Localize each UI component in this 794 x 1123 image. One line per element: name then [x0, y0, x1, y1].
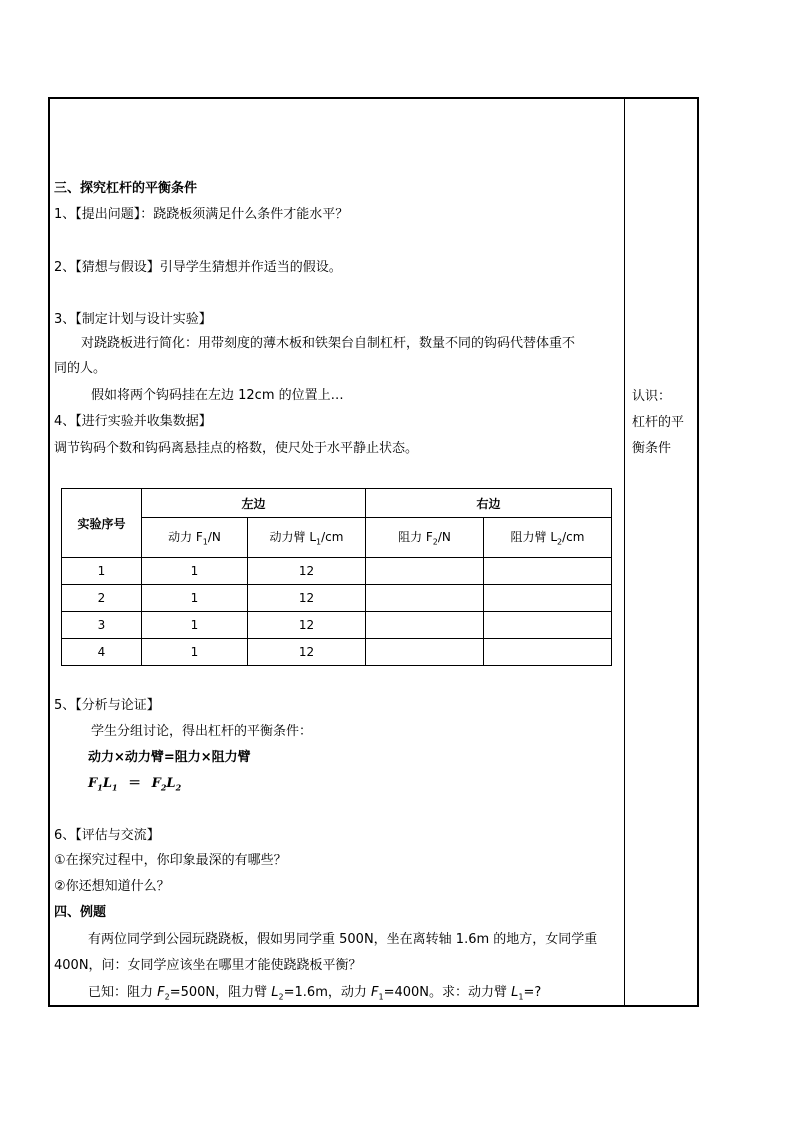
cell-f2: [366, 639, 484, 666]
cell-seq: 2: [62, 585, 142, 612]
step3-line3: 假如将两个钩码挂在左边 12cm 的位置上…: [91, 388, 344, 403]
balance-rule: 动力×动力臂=阻力×阻力臂: [88, 750, 251, 765]
column-divider: [624, 97, 625, 1007]
cell-f2: [366, 585, 484, 612]
side-note-line1: 认识：: [632, 389, 672, 404]
step5-title: 5、【分析与论证】: [54, 698, 160, 713]
cell-seq: 3: [62, 612, 142, 639]
step5-text: 学生分组讨论，得出杠杆的平衡条件：: [91, 724, 313, 739]
cell-l2: [484, 585, 612, 612]
balance-formula: $F_1L_1 = F_2L_2$: [88, 776, 182, 793]
data-table: [61, 488, 612, 666]
cell-f2: [366, 612, 484, 639]
step4-title: 4、【进行实验并收集数据】: [54, 414, 212, 429]
cell-l2: [484, 558, 612, 585]
header-f1: 动力 $F_1/N$: [142, 518, 248, 558]
side-note-line2: 杠杆的平: [632, 415, 685, 430]
table-row: [62, 585, 612, 612]
section4-title: 四、例题: [54, 905, 107, 920]
step1-text: 1、【提出问题】：跷跷板须满足什么条件才能水平？: [54, 207, 349, 222]
cell-f1: 1: [142, 558, 248, 585]
header-right: 右边: [366, 489, 612, 518]
cell-f1: 1: [142, 612, 248, 639]
step6-title: 6、【评估与交流】: [54, 828, 160, 843]
example-line2: 400N，问：女同学应该坐在哪里才能使跷跷板平衡？: [54, 958, 362, 973]
cell-l1: 12: [248, 558, 366, 585]
cell-l2: [484, 639, 612, 666]
header-seq: 实验序号: [62, 489, 142, 558]
step3-line1: 对跷跷板进行简化：用带刻度的薄木板和铁架台自制杠杆，数量不同的钩码代替体重不: [81, 336, 576, 351]
cell-l2: [484, 612, 612, 639]
step6-q1: ①在探究过程中，你印象最深的有哪些？: [54, 853, 287, 868]
header-left: 左边: [142, 489, 366, 518]
cell-seq: 1: [62, 558, 142, 585]
section3-title: 三、探究杠杆的平衡条件: [54, 181, 198, 196]
cell-seq: 4: [62, 639, 142, 666]
table-row: [62, 558, 612, 585]
step2-text: 2、【猜想与假设】引导学生猜想并作适当的假设。: [54, 260, 342, 275]
cell-l1: 12: [248, 639, 366, 666]
step3-title: 3、【制定计划与设计实验】: [54, 312, 212, 327]
header-l2: 阻力臂 $L_2/cm$: [484, 518, 612, 558]
header-f2: 阻力 $F_2/N$: [366, 518, 484, 558]
cell-f1: 1: [142, 639, 248, 666]
table-row: [62, 639, 612, 666]
table-row: [62, 612, 612, 639]
example-known: 已知：阻力 $F_2=500N$，阻力臂 $L_2=1.6m$，动力 $F_1=400N$。求：动力臂 $L_1=$?: [88, 985, 542, 1002]
cell-f2: [366, 558, 484, 585]
cell-l1: 12: [248, 612, 366, 639]
cell-l1: 12: [248, 585, 366, 612]
step6-q2: ②你还想知道什么？: [54, 879, 170, 894]
step3-line2: 同的人。: [54, 361, 107, 376]
header-l1: 动力臂 $L_1/cm$: [248, 518, 366, 558]
side-note-line3: 衡条件: [632, 441, 672, 456]
step4-text: 调节钩码个数和钩码离悬挂点的格数，使尺处于水平静止状态。: [54, 441, 419, 456]
example-line1: 有两位同学到公园玩跷跷板，假如男同学重 500N，坐在离转轴 1.6m 的地方，女同学重: [88, 932, 598, 947]
cell-f1: 1: [142, 585, 248, 612]
